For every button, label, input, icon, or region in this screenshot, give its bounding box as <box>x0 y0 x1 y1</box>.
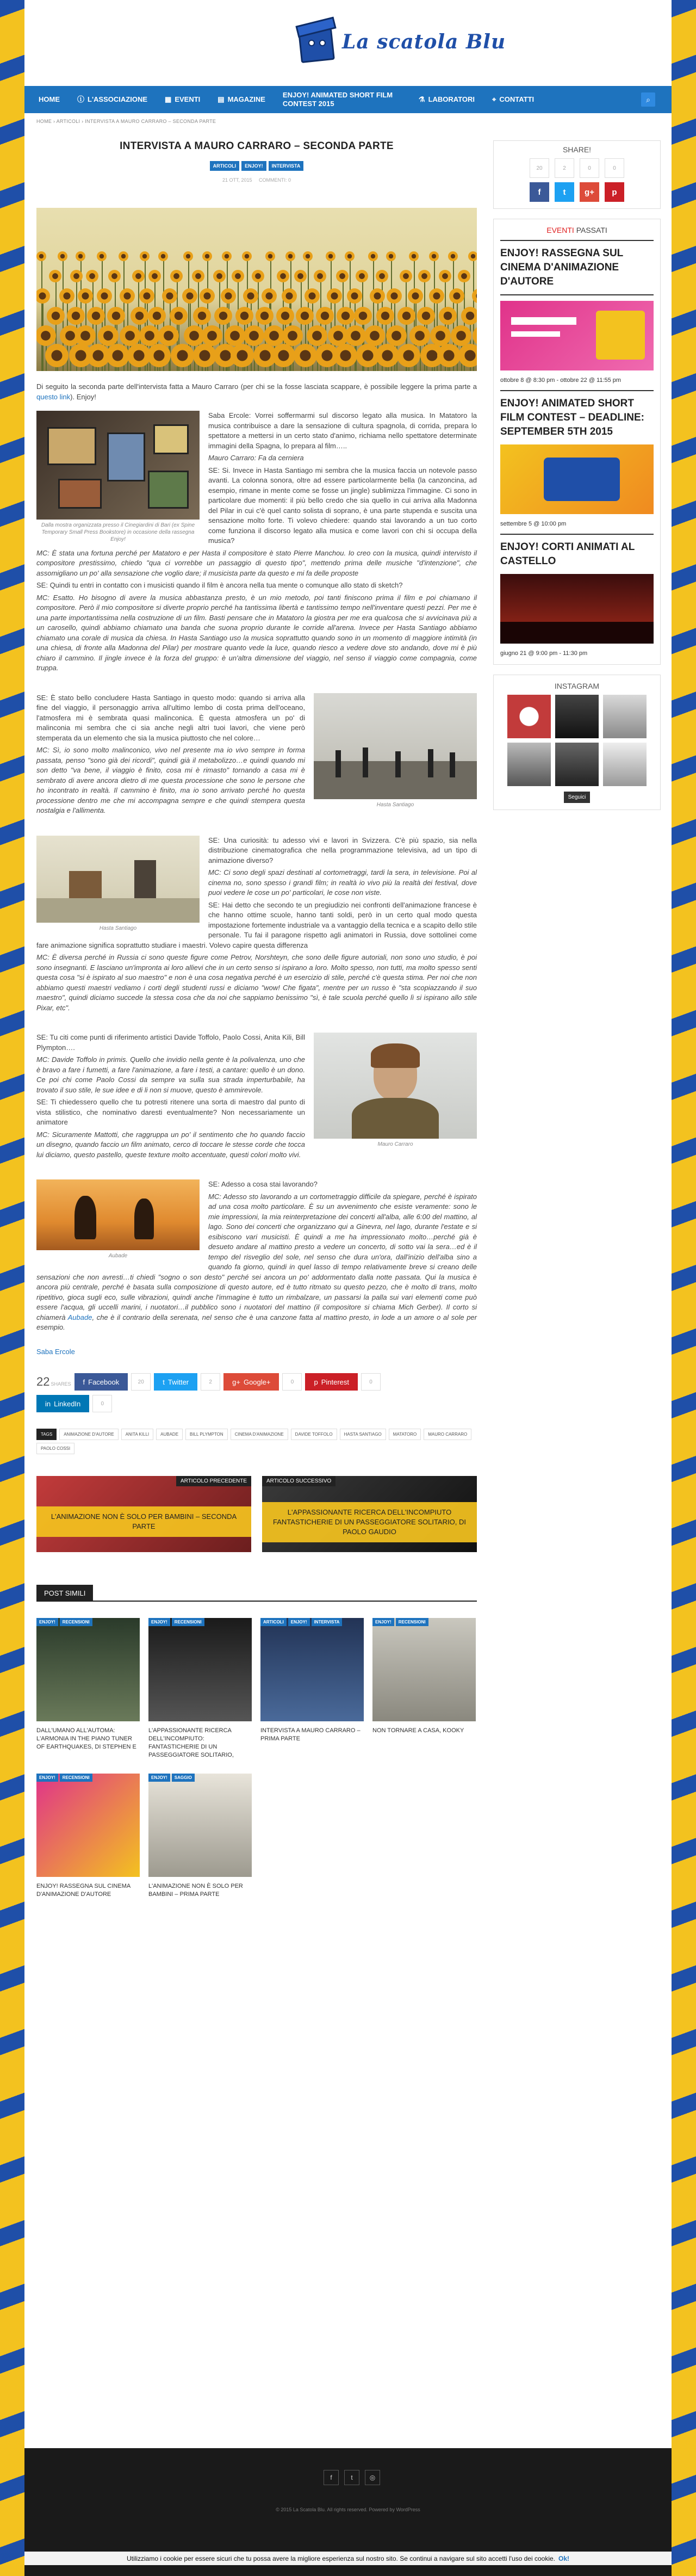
figure-hasta-santiago-1: Hasta Santiago <box>314 693 477 808</box>
sunflower-shape <box>264 325 284 346</box>
tag-intervista[interactable]: INTERVISTA <box>269 161 304 171</box>
sunflower-shape <box>277 270 289 282</box>
linkedin-icon: in <box>45 1399 51 1408</box>
tag-link[interactable]: BILL PLYMPTON <box>185 1429 228 1440</box>
instagram-photo[interactable] <box>507 743 551 786</box>
event-title[interactable]: ENJOY! ANIMATED SHORT FILM CONTEST – DEADLINE: SEPTEMBER 5TH 2015 <box>500 398 644 437</box>
sunflower-shape <box>139 288 154 304</box>
sunflower-shape <box>449 288 464 304</box>
article-date: 21 OTT, 2015 <box>222 177 252 183</box>
exhibit-image <box>36 411 200 520</box>
sunflower-shape <box>70 270 83 282</box>
sunflower-shape <box>47 307 65 325</box>
googleplus-icon: g+ <box>232 1377 240 1386</box>
sunflower-shape <box>59 288 74 304</box>
sunflower-shape <box>200 288 215 304</box>
sunflower-shape <box>409 325 430 346</box>
similar-post-card[interactable]: ARTICOLI ENJOY! INTERVISTA INTERVISTA A MAURO CARRARO – PRIMA PARTE <box>260 1618 364 1759</box>
sunflower-shape <box>276 307 294 325</box>
sunflower-shape <box>162 288 177 304</box>
instagram-photo[interactable] <box>555 695 599 738</box>
pinterest-icon[interactable]: p <box>605 182 624 202</box>
lab-icon: ⚗ <box>418 95 425 104</box>
author-link[interactable]: Saba Ercole <box>36 1347 75 1356</box>
box-logo-icon <box>296 18 337 66</box>
sunflower-shape <box>36 251 46 261</box>
sunflower-shape <box>468 251 477 261</box>
tag-link[interactable]: CINEMA D'ANIMAZIONE <box>231 1429 288 1440</box>
sunflower-shape <box>397 307 415 325</box>
nav-laboratori[interactable]: ⚗ LABORATORI <box>418 95 475 104</box>
post-navigation <box>36 1476 477 1552</box>
aubade-image <box>36 1179 200 1250</box>
facebook-share-button[interactable]: f Facebook <box>74 1373 128 1391</box>
sunflower-shape <box>265 251 275 261</box>
cookie-text: Utilizziamo i cookie per essere sicuri che tu possa avere la migliore esperienza sul nostro sito. Se continui a navigare sul sito accetti l'uso dei cookie. <box>126 2555 555 2562</box>
nav-magazine[interactable]: ▤ MAGAZINE <box>217 95 265 104</box>
nav-eventi[interactable]: ▦ EVENTI <box>165 95 201 104</box>
hasta-santiago-church-image <box>36 836 200 923</box>
instagram-photo[interactable] <box>603 743 647 786</box>
tag-link[interactable]: PAOLO COSSI <box>36 1443 74 1454</box>
page <box>24 0 672 2576</box>
similar-post-card[interactable]: ENJOY! RECENSIONI NON TORNARE A CASA, KOOKY <box>372 1618 476 1759</box>
sunflower-shape <box>214 307 232 325</box>
sunflower-shape <box>461 307 477 325</box>
sunflower-shape <box>354 307 372 325</box>
instagram-title: INSTAGRAM <box>554 682 600 690</box>
sunflower-shape <box>36 325 56 346</box>
sunflower-shape <box>58 251 67 261</box>
instagram-follow-button[interactable]: Seguici <box>564 792 591 803</box>
sunflower-shape <box>140 251 150 261</box>
sunflower-shape <box>304 288 320 304</box>
sunflower-shape <box>170 307 188 325</box>
sunflower-shape <box>408 288 423 304</box>
sunflower-shape <box>225 325 245 346</box>
sunflower-shape <box>252 270 264 282</box>
sunflower-shape <box>307 325 327 346</box>
figure-hasta-santiago-2: Hasta Santiago <box>36 836 200 932</box>
sunflower-shape <box>107 307 125 325</box>
tag-cloud <box>36 1429 477 1454</box>
sunflower-shape <box>158 251 168 261</box>
article-comments[interactable]: COMMENTI: 0 <box>259 177 291 183</box>
sunflower-shape <box>282 288 297 304</box>
sunflower-shape <box>202 251 212 261</box>
sunflower-shape <box>400 270 412 282</box>
sunflower-shape <box>337 307 355 325</box>
share-count: 22 <box>36 1375 50 1388</box>
sunflower-shape <box>417 307 435 325</box>
sunflower-shape <box>193 307 211 325</box>
sunflower-shape <box>36 288 50 304</box>
sunflower-shape <box>386 325 407 346</box>
event-date: ottobre 8 @ 8:30 pm - ottobre 22 @ 11:55 pm <box>500 377 622 384</box>
sunflower-shape <box>243 288 258 304</box>
sunflower-shape <box>334 344 357 367</box>
sunflower-shape <box>409 251 419 261</box>
nav-contatti[interactable]: ⌖ CONTATTI <box>492 95 535 104</box>
aubade-link[interactable]: Aubade <box>67 1313 92 1321</box>
similar-posts-heading: POST SIMILI <box>36 1585 93 1602</box>
next-post[interactable]: ARTICOLO SUCCESSIVO L'APPASSIONANTE RICERCA DELL'INCOMPIUTO FANTASTICHERIE DI UN PASSEGGIATORE SOLITARIO, DI PAOLO GAUDIO <box>262 1476 477 1552</box>
sunflower-shape <box>202 325 222 346</box>
tag-link[interactable]: DAVIDE TOFFOLO <box>291 1429 337 1440</box>
tag-link[interactable]: ANIMAZIONE D'AUTORE <box>59 1429 119 1440</box>
sidebar <box>493 140 661 810</box>
tag-link[interactable]: HASTA SANTIAGO <box>340 1429 386 1440</box>
sunflower-shape <box>147 344 171 367</box>
event-date: settembre 5 @ 10:00 pm <box>500 521 567 527</box>
sunflower-shape <box>336 270 349 282</box>
sunflower-shape <box>119 251 128 261</box>
hero-image <box>36 208 477 371</box>
sunflower-shape <box>364 325 385 346</box>
sunflower-shape <box>170 270 183 282</box>
sunflower-shape <box>232 270 244 282</box>
sunflower-shape <box>458 270 470 282</box>
sunflower-shape <box>376 270 388 282</box>
tag-enjoy[interactable]: ENJOY! <box>241 161 266 171</box>
sunflower-shape <box>130 307 148 325</box>
instagram-widget <box>493 675 661 810</box>
sunflower-shape <box>148 270 161 282</box>
twitter-icon[interactable]: t <box>344 2470 359 2485</box>
sunflower-shape <box>242 251 252 261</box>
sunflower-shape <box>192 270 204 282</box>
sunflower-shape <box>387 288 402 304</box>
article-tags <box>36 161 477 171</box>
sunflower-shape <box>376 344 399 367</box>
sunflower-shape <box>213 270 226 282</box>
cookie-ok-button[interactable]: Ok! <box>558 2555 570 2562</box>
sunflower-shape <box>158 325 179 346</box>
sunflower-shape <box>193 344 216 367</box>
nav-enjoy-contest[interactable]: ENJOY! ANIMATED SHORT FILM CONTEST 2015 <box>282 91 393 108</box>
sunflower-shape <box>397 344 420 367</box>
site-logo[interactable] <box>296 7 506 77</box>
article-intro: Di seguito la seconda parte dell'intervista fatta a Mauro Carraro (per chi se la fosse lasciata scappare, è possibile leggere la prima parte a questo link). Enjoy! <box>36 382 477 401</box>
sunflower-shape <box>67 307 85 325</box>
sunflower-shape <box>370 288 385 304</box>
pinterest-share-button[interactable]: p Pinterest <box>305 1373 358 1391</box>
tag-link[interactable]: MAURO CARRARO <box>424 1429 471 1440</box>
sunflower-shape <box>314 270 326 282</box>
sunflower-shape <box>86 270 98 282</box>
share-widget: SHARE! 20 2 0 0 f t g+ p <box>493 140 661 209</box>
nav-home[interactable]: HOME <box>39 95 60 104</box>
googleplus-icon[interactable]: g+ <box>580 182 599 202</box>
twitter-icon: t <box>163 1377 165 1386</box>
sunflower-shape <box>296 307 314 325</box>
mauro-carraro-portrait <box>314 1033 477 1139</box>
sunflower-shape <box>45 344 69 367</box>
event-image <box>500 444 654 514</box>
event-image <box>500 574 654 644</box>
tag-articoli[interactable]: ARTICOLI <box>210 161 240 171</box>
sunflower-shape <box>285 251 295 261</box>
sunflower-shape <box>244 325 264 346</box>
sunflower-shape <box>429 288 444 304</box>
sunflower-shape <box>106 344 129 367</box>
sunflower-shape <box>294 344 317 367</box>
background-pattern-right <box>672 0 696 2576</box>
main-nav <box>24 86 672 113</box>
figure-exhibit: Dalla mostra organizzata presso il Cinegiardini di Bari (ex Spine Temporary Small Press Bookstore) in occasione della rassegna Enjoy! <box>36 411 200 543</box>
facebook-icon: f <box>83 1377 85 1386</box>
sunflower-shape <box>272 344 295 367</box>
tag-link[interactable]: AUBADE <box>156 1429 183 1440</box>
event-date: giugno 21 @ 9:00 pm - 11:30 pm <box>500 650 588 657</box>
search-icon[interactable]: ⌕ <box>641 92 655 107</box>
tags-heading: TAGS <box>36 1429 57 1440</box>
sunflower-shape <box>108 270 121 282</box>
similar-post-card[interactable]: ENJOY! RECENSIONI ENJOY! RASSEGNA SUL CINEMA D'ANIMAZIONE D'AUTORE <box>36 1774 140 1899</box>
instagram-photo[interactable] <box>507 695 551 738</box>
instagram-photo[interactable] <box>603 695 647 738</box>
sunflower-shape <box>78 288 93 304</box>
sunflower-shape <box>49 270 61 282</box>
article-meta <box>36 177 477 183</box>
similar-post-card[interactable]: ENJOY! RECENSIONI DALL'UMANO ALL'AUTOMA: L'ARMONIA IN THE PIANO TUNER OF EARTHQUAKES, DI STEPHEN E <box>36 1618 140 1759</box>
sunflower-shape <box>326 251 335 261</box>
facebook-icon[interactable]: f <box>324 2470 339 2485</box>
sunflower-shape <box>183 251 193 261</box>
instagram-icon[interactable]: ◎ <box>365 2470 380 2485</box>
background-pattern-left <box>0 0 24 2576</box>
sunflower-shape <box>282 325 303 346</box>
sunflower-shape <box>448 251 458 261</box>
sunflower-shape <box>327 288 342 304</box>
article: INTERVISTA A MAURO CARRARO – SECONDA PARTE ARTICOLI ENJOY! INTERVISTA 21 OTT, 2015 COMMENTI: 0 Di seguito la seconda parte dell'intervista fatta a Mauro Carraro (per chi se la fosse lasciata scappare, è possibile leggere la prima parte a questo link). Enjoy! Dalla mostra organizzata presso il Cinegiardini di Bari (ex Spine Temporary Small Press Bookstore) in occasione della rassegna Enjoy! Saba Ercole: Vorrei soffermarmi sul discorso legato alla musica. In Matatoro la musica contribuisce a dare la sensazione di cultura spagnola, di corrida, prepara lo spettatore a mettersi in un certo stato d'animo, richiama nello spettatore determinate immagini della Spagna, lo prepara al film….. Mauro Carraro: Fa da cerniera SE: Si. Invece in Hasta Santiago mi sembra che la musica faccia un notevole passo avanti. La colonna sonora, oltre ad essere particolarmente bella (la canzoncina, ad esempio, rimane in mente come se fosse un jingle) sublimizza l'immagine. Ci sono in particolare due momenti: il più bello credo che sia quello in cui arriva alla Madonna del Pilar in cui c'è quel canto solista di soprano, è una parte stupenda e suscita una sensazione molto forte. Ti volevo chiedere: quando stai lavorando a un tuo corto come funziona il discorso legato alla musica e come lavori con chi si occupa della musica? MC: È stata una fortuna perché per Matatoro e per Hasta il compositore è stato Pierre Manchou. Io creo con la musica, quindi intervisto il compositore prestissimo, chiedo "qua ci vorrebbe un passaggio di questo tipo", mettendo prima delle musiche "d'intenzione", che assomigliano un po' alla sensazione che voglio dare; il musicista parte da questo e mi fa delle proposte SE: Quindi tu entri in contatto con i musicisti quando il film è ancora nella tua mente o comunque allo stato di sketch? MC: Esatto. Ho bisogno di avere la musica abbastanza presto, è un mio metodo, poi tanti finiscono prima il film e poi chiamano il compositore. Però il mio compositore si diverte proprio perché ha tantissima libertà e tantissimo tempo nell'inventare questi pezzi. Per me è una parte importantissima nella costruzione di un film. Basti pensare che in Matatoro la giostra per me era qualcosa che si avvicinava più a un carosello, quindi abbiamo chiamato una banda che suona proprio durante le corride all'arena. Invece per Hasta Santiago abbiamo chiamato una corale di musica da chiesa. In Hasta Santiago uso la musica soprattutto quando sono in un momento di maggiore intimità (in una chiesa, di fronte alla Madonna del Pilar) per mostrare quanto vede la luce, quando riesco a vedere dove sto andando, dove mi è più chiaro il cammino. Il jingle invece è la forza del gruppo: è un'altra dimensione del viaggio, nel senso il viaggio come compagnia, come truppa. Hasta Santiago SE: È stato bello concludere Hasta Santiago in questo modo: quando si arriva alla fine del viaggio, il personaggio arriva all'ultimo lembo di costa prima dell'oceano, l'atmosfera mi è sembrata quasi malinconica. È questa atmosfera un po' di malinconia mi sembra che ci sia anche negli altri tuoi lavori, che viene però stemperata da un elemento che sia la musica piuttosto che nel colore… MC: Sì, io sono molto malinconico, vivo nel presente ma io vivo sempre in forma passata, penso "sono già dei ricordi", quindi già il metabolizzo…e quindi quando mi son detto "va bene, il viaggio è finito, cosa mi è rimasto" tornando a casa mi è sembrato di avere ancora dietro di me questa processione che sono le persone che ho incontrato in realtà. Il cammino è finito, ma io sono arrivato perché ho questa processione dentro me che mi accompagna sempre e che quindi stempera questa nostalgia e l'allimenta. Hasta Santiago SE: Una curiosità: tu adesso vivi e lavori in Svizzera. C'è più spazio, sia nella distribuzione cinematografica che nella programmazione televisiva, ad un tipo di animazione diverso? MC: Ci sono degli spazi destinati al cortometraggi, tardi la sera, in televisione. Poi al cinema no, sono spesso i grandi film; in realtà io vivo più la realtà dei festival, dove puoi vedere le cose un po' particolari, le cose non viste. SE: Hai detto che secondo te un pregiudizio nei confronti dell'animazione francese è che hanno ottime scuole, hanno tanti soldi, però in un certo qual modo questa impostazione fortemente industriale va a vantaggio della tecnica e a scapito dello stile personale. Tu fai il paragone rispetto agli animatori in Russia, dove sottolinei come fare animazione significa soprattutto studiare i maestri. Volevo capire questa differenza MC: È diversa perché in Russia ci sono queste figure come Petrov, Norshteyn, che sono delle figure autoriali, non sono uno studio, è poi sono insegnanti. E lasciano un'impronta ai loro allievi che in un certo senso si ispirano a loro. Molto spesso, non tutti, ma molto spesso senti questa cosa "si è ispirato al suo maestro" e non è una cosa negativa perché è un esercizio di stile, perché c'è questa stima. Per noi che non abbiamo questi maestri vediamo i corti degli studenti russi e diciamo "wow! Che figata", mentre per un russo è "sta scopiazzando il suo maestro", quindi diciamo succede la stessa cosa che da noi che sappiamo benissimo "sì, è tale scuola perché quello lì si ispirano allo stile Pixar, etc". Mauro Carraro SE: Tu citi come punti di riferimento artistici Davide Toffolo, Paolo Cossi, Anita Kili, Bill Plympton…. MC: Davide Toffolo in primis. Quello che invidio nella gente è la polivalenza, uno che è bravo a fare i fumetti, a fare l'animazione, a fare i testi, a cantare: quello è un dono. Ce poi chi come Paolo Cossi da sempre va sulla sua strada imperturbabile, ha trovato il suo stile, le sue idee e di li non si muove, questo è ammirevole. SE: Ti chiedessero quello che tu potresti ritenere una sorta di maestro dal punto di vista stilistico, che nominativo daresti eventualmente? Non necessariamente un animatore MC: Sicuramente Mattotti, che raggruppa un po' il sentimento che ho quando faccio un disegno, quando faccio un film animato, cerco di toccare le stesse corde che tocca lui diciamo, questo pastello, queste texture molto accentuate, questi colori molto vivi. Aubade SE: Adesso a cosa stai lavorando? MC: Adesso sto lavorando a un cortometraggio difficile da spiegare, perché è ispirato ad una cosa molto particolare. È su un avvenimento che esiste veramente: sono le mie impressioni, la mia reinterpretazione dei concerti all'alba, alle 6:00 del mattino, al lago. Sono dei concerti che organizzano qui a Ginevra, nel lago, durante l'estate e si esibiscono vari musicisti. È quindi a me ha impressionato molto…perché già è desueto andare al mattino presto a vedere un concerto, di sotto vai la sera…ed è il tempo del risveglio del sole, nel senso che dura un'ora, dall'inizio dell'alba sino a quando fa giorno, quindi in quel lasso di tempo relativamente breve si creano delle sensazioni che non avresti…ti chiedi "sogno o son desto" perché sei ancora un po' addormentato dalla notte passata. Qui la musica è ancora più centrale, perché è basata sulla composizione di questo autore, ed è tutto ritmato su questo pezzo, che è molto di trans, molto ripetitivo, gioca sugli eco, sulle vibrazioni, quindi anche l'immagine è tutto un rimbalzare, un passarsi la palla sui vari elementi come può essere l'acqua, gli uccelli marini, i nuotatori…il pubblico sono i nuotatori del mattino (il compositore si chiama Mich Gerber). Il corto si chiamerà Aubade, che è il contrario della serenata, nel senso che è una canzone fatta al mattino presto, in lode a un amore o al sole per esempio. Saba Ercole 22 SHARES f Facebook 20 t Twitter 2 g+ Google+ 0 p Pinterest 0 in LinkedIn 0 TAGS ANIMAZIONE D'AUTORE ANITA KILLI AUBADE BILL PLYMPTON CINEMA D'ANIMAZIONE DAVIDE TOFFOLO HASTA SANTIAGO MATATORO MAURO CARRARO PAOLO COSSI ARTICOLO PRECEDENTE L'ANIMAZIONE NON È SOLO PER BAMBINI – SECONDA PARTE ARTICOLO SUCCESSIVO L'APPASSIONANTE RICERCA DELL'INCOMPIUTO FANTASTICHERIE DI UN PASSEGGIATORE SOLITARIO, DI PAOLO GAUDIO POST SIMILI ENJOY! RECENSIONI DALL'UMANO ALL'AUTOMA: L'ARMONIA IN THE PIANO TUNER OF EARTHQUAKES, DI STEPHEN E ENJOY! RECENSIONI L'APPASSIONANTE RICERCA DELL'INCOMPIUTO: FANTASTICHERIE DI UN PASSEGGIATORE SOLITARIO, ARTICOLI ENJOY! INTERVISTA INTERVISTA A MAURO CARRARO – PRIMA PARTE ENJOY! RECENSIONI NON TORNARE A CASA, KOOKY ENJOY! RECENSIONI ENJOY! RASSEGNA SUL CINEMA D'ANIMAZIONE D'AUTORE ENJOY! SAGGIO L'ANIMAZIONE NON È SOLO PER BAMBINI – PRIMA PARTE <box>36 140 477 1899</box>
event-title[interactable]: ENJOY! RASSEGNA SUL CINEMA D'ANIMAZIONE D'AUTORE <box>500 248 623 287</box>
figure-aubade: Aubade <box>36 1179 200 1259</box>
share-widget-title: SHARE! <box>562 145 592 154</box>
sunflower-shape <box>386 251 396 261</box>
googleplus-share-button[interactable]: g+ Google+ <box>223 1373 279 1391</box>
event-image <box>500 301 654 370</box>
pin-icon: ⌖ <box>492 95 496 104</box>
sunflower-shape <box>439 270 451 282</box>
events-widget <box>493 219 661 665</box>
sunflower-shape <box>75 325 96 346</box>
page-title: INTERVISTA A MAURO CARRARO – SECONDA PARTE <box>120 140 394 152</box>
sunflower-shape <box>97 251 107 261</box>
sunflower-shape <box>345 251 355 261</box>
similar-post-card[interactable]: ENJOY! RECENSIONI L'APPASSIONANTE RICERCA DELL'INCOMPIUTO: FANTASTICHERIE DI UN PASSEGGIATORE SOLITARIO, <box>148 1618 252 1759</box>
sunflower-shape <box>294 270 307 282</box>
info-icon: ⓘ <box>77 95 85 104</box>
sunflower-shape <box>120 288 135 304</box>
sunflower-shape <box>345 325 366 346</box>
previous-post[interactable]: ARTICOLO PRECEDENTE L'ANIMAZIONE NON È SOLO PER BAMBINI – SECONDA PARTE <box>36 1476 251 1552</box>
share-bar: 22 SHARES f Facebook 20 t Twitter 2 g+ Google+ 0 p Pinterest 0 <box>36 1373 477 1391</box>
tag-link[interactable]: MATATORO <box>389 1429 421 1440</box>
pinterest-icon: p <box>314 1377 318 1386</box>
sunflower-shape <box>97 288 112 304</box>
sunflower-shape <box>171 344 194 367</box>
hasta-santiago-image <box>314 693 477 799</box>
sunflower-shape <box>347 288 362 304</box>
sunflower-shape <box>262 288 277 304</box>
sunflower-shape <box>430 325 451 346</box>
event-title[interactable]: ENJOY! CORTI ANIMATI AL CASTELLO <box>500 541 635 567</box>
similar-posts <box>36 1618 477 1899</box>
sunflower-shape <box>221 288 236 304</box>
sunflower-shape <box>76 251 85 261</box>
sunflower-shape <box>439 307 457 325</box>
facebook-icon[interactable]: f <box>530 182 549 202</box>
sunflower-shape <box>132 270 145 282</box>
sunflower-shape <box>87 307 105 325</box>
sunflower-shape <box>368 251 378 261</box>
twitter-share-button[interactable]: t Twitter <box>154 1373 197 1391</box>
sunflower-shape <box>376 307 394 325</box>
instagram-photo[interactable] <box>555 743 599 786</box>
sunflower-shape <box>98 325 119 346</box>
sunflower-shape <box>235 307 253 325</box>
linkedin-share-button[interactable]: in LinkedIn <box>36 1395 89 1412</box>
events-title: EVENTI PASSATI <box>546 226 607 234</box>
sunflower-shape <box>356 270 368 282</box>
breadcrumb: HOME › ARTICOLI › INTERVISTA A MAURO CARRARO – SECONDA PARTE <box>36 119 216 124</box>
sunflower-shape <box>418 270 431 282</box>
calendar-icon: ▦ <box>165 95 172 104</box>
tag-link[interactable]: ANITA KILLI <box>121 1429 153 1440</box>
book-icon: ▤ <box>217 95 225 104</box>
sunflower-shape <box>429 251 439 261</box>
similar-post-card[interactable]: ENJOY! SAGGIO L'ANIMAZIONE NON È SOLO PER BAMBINI – PRIMA PARTE <box>148 1774 252 1899</box>
nav-associazione[interactable]: ⓘ L'ASSOCIAZIONE <box>77 95 148 104</box>
footer-copyright: © 2015 La Scatola Blu. All rights reserved. Powered by WordPress <box>276 2507 420 2512</box>
sunflower-shape <box>303 251 313 261</box>
sunflower-shape <box>222 251 232 261</box>
cookie-banner <box>24 2552 672 2565</box>
sunflower-shape <box>451 325 471 346</box>
sunflower-shape <box>182 288 197 304</box>
figure-mauro-carraro: Mauro Carraro <box>314 1033 477 1148</box>
twitter-icon[interactable]: t <box>555 182 574 202</box>
intro-link[interactable]: questo link <box>36 392 71 401</box>
site-logo-text: La scatola Blu <box>342 30 506 53</box>
sunflower-shape <box>120 325 140 346</box>
